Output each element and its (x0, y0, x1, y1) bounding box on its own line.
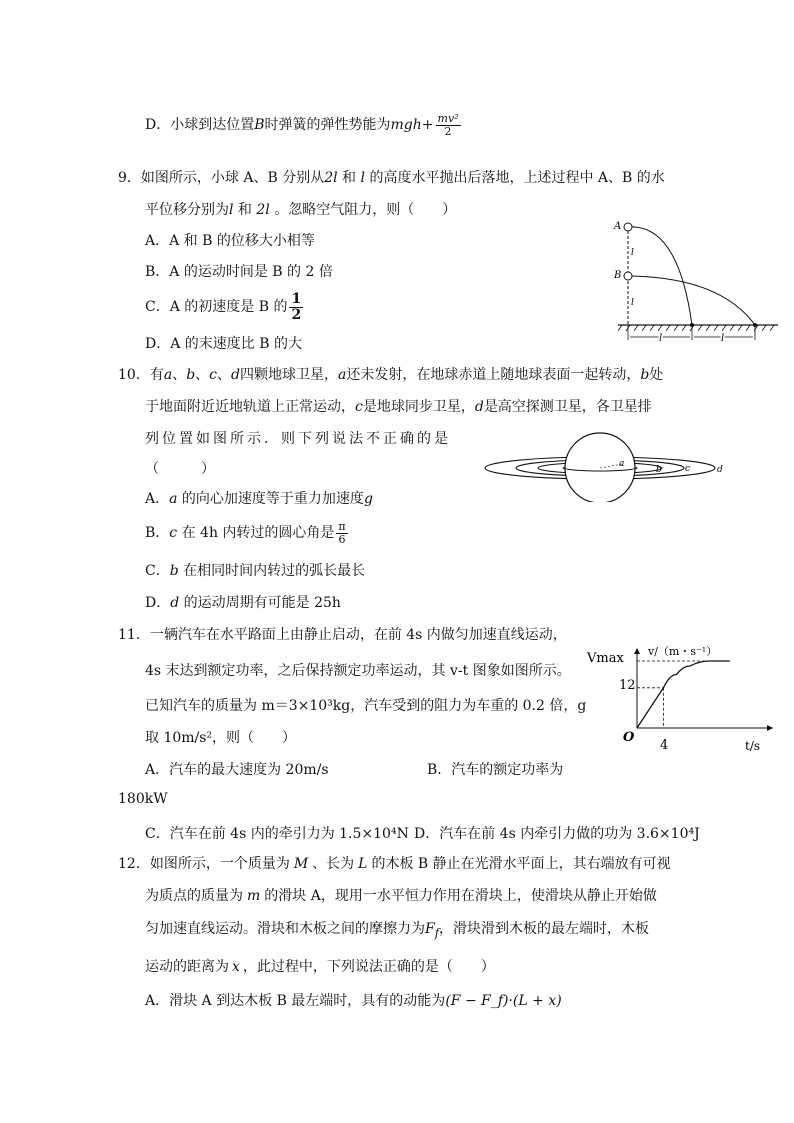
q9-2l: 2l (324, 170, 338, 186)
q10-ob-six: 6 (338, 532, 346, 546)
q11-option-b-cont: 180kW (118, 791, 168, 807)
sat-b-label: b (656, 465, 662, 475)
q10-c3: 、 (217, 367, 231, 383)
sat-a-label: a (619, 459, 625, 469)
tick-12: 12 (619, 678, 636, 693)
q9-option-b: B．A 的运动时间是 B 的 2 倍 (145, 264, 333, 280)
label-l-1: l (659, 333, 663, 344)
q12-text-1a: 12．如图所示，一个质量为 (118, 856, 290, 872)
q12-option-a-expr: (F − F_f)·(L + x) (445, 993, 562, 1009)
q10-text-1a: 10．有 (118, 367, 164, 383)
q12-text-1c: 的木板 B 静止在光滑水平面上，其右端放有可视 (371, 856, 671, 872)
q12-line-3 (145, 918, 649, 940)
q10-ob-var: c (169, 525, 178, 542)
q11-option-d: D．汽车在前 4s 内牵引力做的功为 3.6×10⁴J (414, 826, 700, 842)
q10-line-1 (118, 364, 663, 384)
q10-oc-label: C． (145, 563, 170, 579)
q11-line-2: 4s 末达到额定功率，之后保持额定功率运动，其 v-t 图象如图所示。 (145, 663, 571, 679)
q11-line-1: 11．一辆汽车在水平路面上由静止启动，在前 4s 内做匀加速直线运动， (118, 627, 567, 643)
q9-option-c-fraction (289, 292, 303, 322)
q9-c-num: 1 (291, 291, 302, 307)
q10-text-2c: 是高空探测卫星，各卫星排 (483, 399, 652, 415)
q10-oa-g: g (363, 491, 373, 507)
q10-text-1c: 还未发射，在地球赤道上随地球表面一起转动， (346, 367, 641, 383)
q10-text-1b: 四颗地球卫星， (239, 367, 338, 383)
q9-l: l (360, 170, 365, 186)
q10-satellite-figure (482, 430, 727, 502)
q10-text-2a: 于地面附近近地轨道上正常运动， (145, 399, 355, 415)
ball-a (624, 223, 632, 231)
q12-text-3b: ，滑块滑到木板的最左端时，木板 (439, 921, 650, 937)
q8-option-d (145, 113, 463, 137)
q10-text-1d: 处 (649, 367, 664, 383)
x-axis-label: t/s (745, 739, 761, 753)
q12-line-2 (145, 885, 657, 905)
trajectory-b (628, 276, 755, 325)
q12-text-3a: 匀加速直线运动。滑块和木板之间的摩擦力为 (145, 921, 425, 937)
q10-a1: a (163, 367, 173, 383)
q9-and: 和 (337, 170, 361, 186)
q9-text-2b: 。忽略空气阻力，则（ ） (269, 202, 457, 218)
q12-text-4a: 运动的距离为 (145, 959, 229, 975)
vmax-label: Vmax (587, 651, 624, 666)
q10-oa-text: 的向心加速度等于重力加速度 (177, 491, 364, 507)
q9-c-den: 2 (291, 306, 302, 323)
q11-line-3: 已知汽车的质量为 m＝3×10³kg，汽车受到的阻力为车重的 0.2 倍，g (145, 698, 587, 714)
sat-d-label: d (717, 465, 723, 475)
q9-option-a: A．A 和 B 的位移大小相等 (145, 233, 315, 249)
x-axis-arrow (767, 725, 773, 731)
earth (565, 433, 635, 502)
y-axis-arrow (634, 648, 640, 654)
tick-4: 4 (660, 738, 669, 753)
q12-f-sub: f (434, 925, 440, 940)
label-h-1: l (631, 248, 634, 258)
q9-l-b: l (229, 202, 234, 218)
q12-text-2b: 的滑块 A，现用一水平恒力作用在滑块上，使滑块从静止开始做 (264, 888, 657, 904)
q12-m: m (247, 888, 261, 904)
q12-line-4 (145, 956, 495, 976)
q12-x: x (232, 959, 240, 975)
q10-ob-fraction (336, 521, 347, 545)
sat-c-label: c (685, 464, 691, 474)
q11-vt-chart (585, 640, 780, 755)
q8d-label: D．小球到达位置 (145, 117, 255, 134)
q12-M: M (293, 856, 309, 872)
q10-c1b: c (209, 367, 217, 383)
q8d-num: mv² (437, 112, 459, 125)
y-axis-label: v/（m・s⁻¹） (648, 645, 718, 658)
q10-od-label: D． (145, 595, 171, 611)
q8d-den: 2 (444, 124, 452, 138)
q10-ob-text: 在 4h 内转过的圆心角是 (177, 525, 335, 542)
q8d-mgh: mgh+ (390, 117, 434, 134)
q10-c2b: c (355, 399, 363, 415)
q12-option-a-text: A．滑块 A 到达木板 B 最左端时，具有的动能为 (145, 993, 446, 1009)
q10-oc-text: 在相同时间内转过的弧长最长 (178, 563, 366, 579)
ground-hatch (618, 325, 774, 331)
q9-option-c-text: C．A 的初速度是 B 的 (145, 299, 288, 316)
q12-F: F (425, 921, 435, 937)
label-l-2: l (721, 333, 725, 344)
q10-b1: b (186, 367, 196, 383)
q10-d2: d (474, 399, 484, 415)
q9-text-1a: 9．如图所示，小球 A、B 分别从 (118, 170, 325, 186)
q8d-fraction (436, 113, 461, 137)
q10-option-c (145, 560, 365, 580)
ball-b (624, 272, 632, 280)
q10-od-text: 的运动周期有可能是 25h (179, 595, 341, 611)
q12-text-2a: 为质点的质量为 (145, 888, 243, 904)
q10-b2: b (640, 367, 650, 383)
label-h-2: l (631, 298, 634, 308)
q10-d1: d (231, 367, 240, 383)
q11-option-b: B．汽车的额定功率为 (427, 762, 564, 778)
q11-option-c: C．汽车在前 4s 内的牵引力为 1.5×10⁴N (145, 826, 409, 842)
q10-od-var: d (170, 595, 180, 611)
q10-c1: 、 (172, 367, 187, 383)
q10-a2: a (337, 367, 347, 383)
q8d-mid: 时弹簧的弹性势能为 (264, 117, 391, 134)
q12-text-4b: ，此过程中，下列说法正确的是（ ） (242, 959, 495, 975)
q9-line-1 (118, 167, 665, 187)
q10-oa-label: A． (145, 491, 170, 507)
q10-option-b (145, 521, 350, 545)
q9-and-b: 和 (233, 202, 257, 218)
q12-text-1b: 、长为 (312, 856, 355, 872)
q9-line-2 (145, 199, 456, 219)
q12-L: L (358, 856, 368, 872)
q10-ob-pi: π (338, 520, 346, 533)
q9-2l-b: 2l (256, 202, 270, 218)
q11-line-4: 取 10m/s²，则（ ） (145, 730, 297, 746)
q10-ob-label: B． (145, 525, 170, 542)
q10-oc-var: b (169, 563, 179, 579)
q9-option-d: D．A 的末速度比 B 的大 (145, 336, 302, 352)
q9-option-c (145, 292, 305, 322)
label-a: A (614, 221, 622, 232)
label-b: B (614, 270, 622, 281)
q12-line-1 (118, 853, 671, 873)
q12-option-a (145, 990, 562, 1010)
q9-text-2a: 平位移分别为 (145, 202, 229, 218)
q11-option-a: A．汽车的最大速度为 20m/s (145, 762, 329, 778)
q10-line-4: （ ） (145, 461, 215, 477)
q10-option-d (145, 592, 341, 612)
q10-c2: 、 (195, 367, 210, 383)
q10-line-3: 列位置如图所示．则下列说法不正确的是 (145, 431, 451, 447)
q10-option-a (145, 488, 373, 508)
q10-oa-var: a (169, 491, 178, 507)
origin-label: O (623, 730, 635, 745)
vt-curve (637, 661, 730, 728)
q8d-point-b: B (254, 117, 265, 134)
q10-text-2b: 是地球同步卫星， (362, 399, 475, 415)
q9-projectile-figure (600, 215, 780, 345)
q10-line-2 (145, 396, 652, 416)
q9-text-1b: 的高度水平抛出后落地，上述过程中 A、B 的水 (365, 170, 665, 186)
